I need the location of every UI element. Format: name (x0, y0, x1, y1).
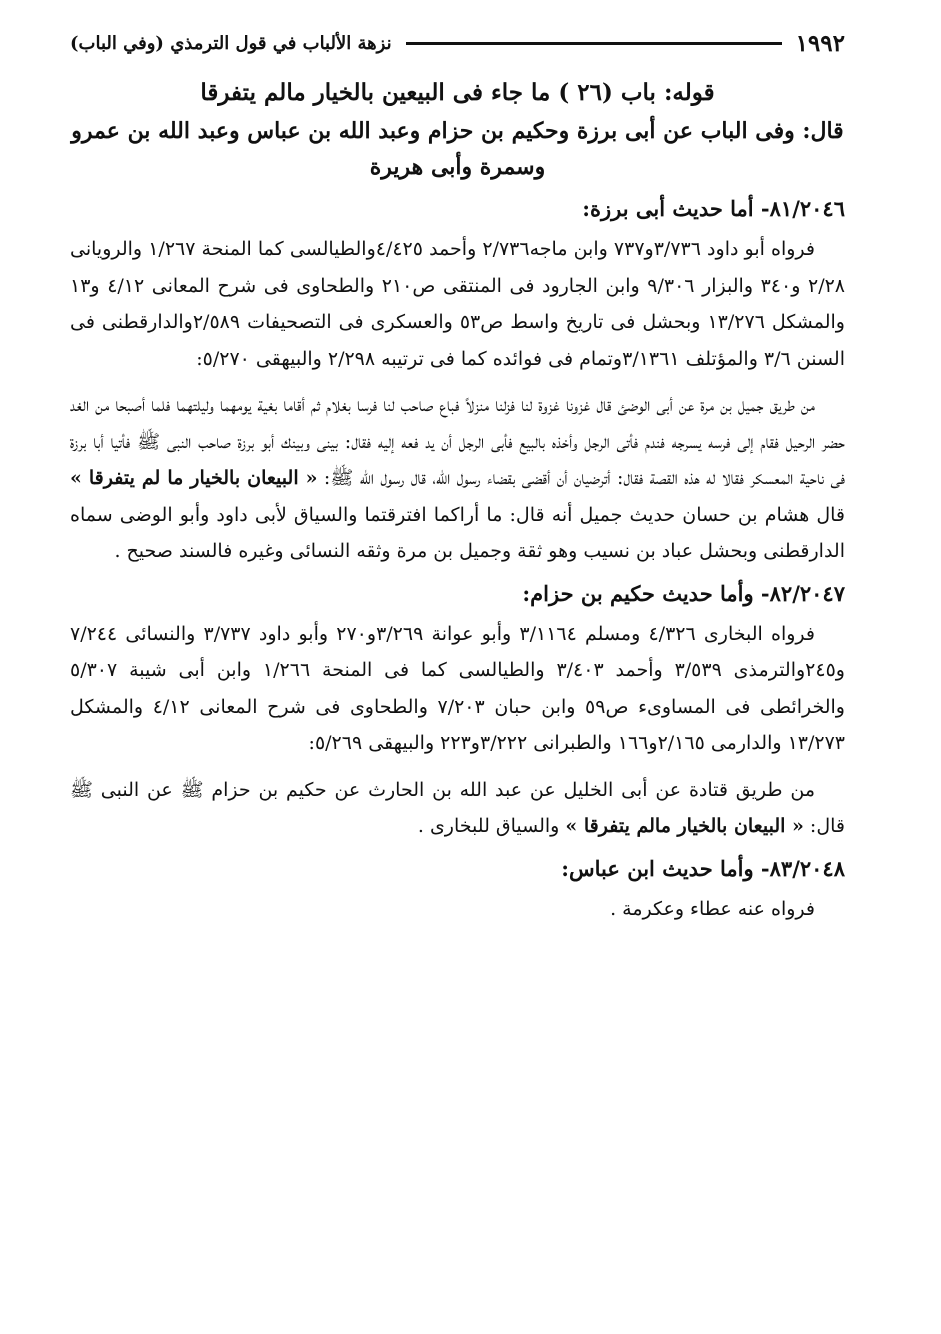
takhrij-ibn-abbas: فرواه عنه عطاء وعكرمة . (610, 897, 815, 920)
takhrij-abu-barzah: فرواه أبو داود ٣/٧٣٦و٧٣٧ وابن ماجه٢/٧٣٦ وأحمد ٤/٤٢٥والطيالسى كما المنحة ١/٢٦٧ والرويانى ٢/٢٨ و٣٤٠ والبزار ٩/٣٠٦ وابن الجارود فى المنتقى ص٢١٠ والطحاوى فى شرح المعانى ٤/١٢ و١٣ والمشكل ١٣/٢٧٦ وبحشل فى تاريخ واسط ص٥٣ والعسكرى فى التصحيفات ٢/٥٨٩والدارقطنى فى السنن ٣/٦ والمؤتلف ٣/١٣٦١وتمام فى فوائده كما فى ترتيبه ٢/٢٩٨ والبيهقى ٥/٢٧٠: (70, 238, 846, 370)
hadith-quote: « البيعان بالخيار مالم يتفرقا » (565, 815, 804, 837)
narration-abu-barzah (70, 387, 845, 570)
page-header (70, 25, 845, 61)
hadith-quote: « البيعان بالخيار ما لم يتفرقا » (70, 467, 318, 489)
book-page (70, 25, 845, 1315)
takhrij-hakim-ibn-hizam: فرواه البخارى ٤/٣٢٦ ومسلم ٣/١١٦٤ وأبو عوانة ٣/٢٦٩و٢٧٠ وأبو داود ٣/٧٣٧ والنسائى ٧/٢٤٤ و٢٤٥والترمذى ٣/٥٣٩ وأحمد ٣/٤٠٣ والطيالسى كما فى المنحة ١/٢٦٦ وابن أبى شيبة ٥/٣٠٧ والخرائطى فى المساوىء ص٥٩ وابن حبان ٧/٢٠٣ والطحاوى فى شرح المعانى ٤/١٢ والمشكل ١٣/٢٧٣ والدارمى ٢/١٦٥و١٦٦ والطبرانى ٣/٢٢٢و٢٢٣ والبيهقى ٥/٢٦٩: (70, 622, 845, 754)
section-heading-ibn-abbas: ٨٣/٢٠٤٨- وأما حديث ابن عباس: (561, 855, 845, 881)
chapter-title: قوله: باب (٢٦ ) ما جاء فى البيعين بالخيار مالم يتفرقا (200, 79, 715, 106)
narration-text: قال هشام بن حسان حديث جميل أنه قال: ما أراكما افترقتما والسياق لأبى داود وأبو الوضى سماه الدارقطنى وبحشل عباد بن نسيب وهو ثقة وجميل بن مرة وثقه النسائى وغيره فالسند صحيح . (70, 503, 845, 562)
narration-hakim-ibn-hizam (70, 772, 845, 845)
narration-text: من طريق قتادة عن أبى الخليل عن عبد الله بن الحارث عن حكيم بن حزام ﷺ عن النبى ﷺ قال: (70, 778, 845, 837)
page-number: ١٩٩٢ (795, 29, 845, 57)
section-heading-abu-barzah: ٨١/٢٠٤٦- أما حديث أبى برزة: (582, 196, 845, 221)
qala-statement: قال: وفى الباب عن أبى برزة وحكيم بن حزام وعبد الله بن عباس وعبد الله بن عمرو وسمرة وأبى هريرة (71, 118, 844, 180)
narration-text: من طريق جميل بن مرة عن أبى الوضئ قال غزونا غزوة لنا فزلنا منزلاً فباع صاحب لنا فرسا بغلام ثم أقاما بغية يومهما وليلتهما فلما أصبحا من الغد حضر الرحيل فقام إلى فرسه يسرجه فندم فأتى الرجل وأخذه بالبيع فأبى الرجل أن يد فعه إليه فقال: بينى وبينك أبو برزة صاحب النبى ﷺ فأتيا أبا برزة فى ناحية المعسكر فقالا له هذه القصة فقال: أترضيان أن أقضى بقضاء رسول الله، قال رسول الله ﷺ: (70, 394, 845, 489)
header-rule (406, 42, 782, 45)
running-title: نزهة الألباب في قول الترمذي (وفي الباب) (70, 32, 392, 54)
section-heading-hakim-ibn-hizam: ٨٢/٢٠٤٧- وأما حديث حكيم بن حزام: (522, 580, 845, 606)
narration-text: والسياق للبخارى . (417, 815, 566, 837)
